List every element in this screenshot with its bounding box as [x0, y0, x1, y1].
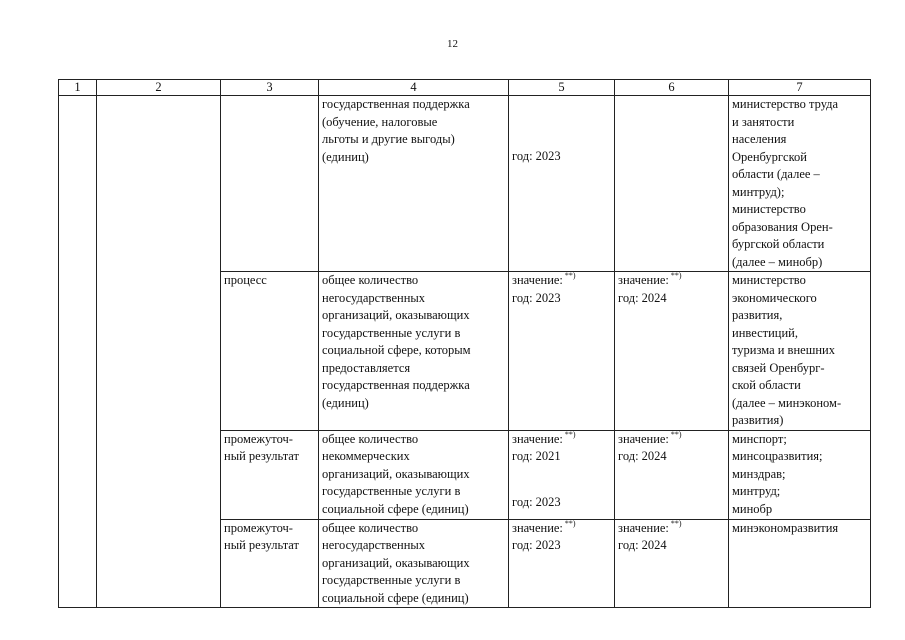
header-row	[59, 80, 871, 96]
value-label: значение:	[512, 431, 563, 446]
footnote-mark: **)	[670, 271, 682, 280]
cell-indicator: общее количество негосударственных организаций, оказывающих государственные услуги в социальной сфере, которым предоставляется государственная поддержка (единиц)	[319, 272, 509, 431]
footnote-mark: **)	[670, 519, 682, 528]
cell-name	[97, 96, 221, 608]
cell-base-value	[509, 430, 615, 519]
base-year: год: 2021	[512, 449, 561, 463]
cell-responsible: министерство экономического развития, инвестиций, туризма и внешних связей Оренбург- ской области (далее – минэконом- развития)	[729, 272, 871, 431]
column-header-3: 3	[221, 80, 319, 96]
base-year: год: 2023	[512, 149, 561, 163]
cell-type	[221, 96, 319, 272]
base-year: год: 2023	[512, 538, 561, 552]
base-year-second: год: 2023	[512, 494, 561, 509]
cell-base-value	[509, 272, 615, 431]
cell-target-value	[615, 519, 729, 608]
cell-base-value	[509, 519, 615, 608]
value-label: значение:	[618, 431, 669, 446]
cell-type: промежуточ- ный результат	[221, 519, 319, 608]
value-label: значение:	[618, 520, 669, 535]
cell-target-value	[615, 272, 729, 431]
target-year: год: 2024	[618, 538, 667, 552]
cell-responsible: минспорт; минсоцразвития; минздрав; минтруд; минобр	[729, 430, 871, 519]
footnote-mark: **)	[670, 430, 682, 439]
footnote-mark: **)	[564, 519, 576, 528]
column-header-7: 7	[729, 80, 871, 96]
cell-number	[59, 96, 97, 608]
cell-indicator: общее количество некоммерческих организаций, оказывающих государственные услуги в социальной сфере (единиц)	[319, 430, 509, 519]
footnote-mark: **)	[564, 430, 576, 439]
base-year: год: 2023	[512, 290, 561, 305]
cell-target-value	[615, 96, 729, 272]
cell-target-value	[615, 430, 729, 519]
column-header-5: 5	[509, 80, 615, 96]
page-number: 12	[447, 38, 458, 50]
value-label: значение:	[512, 520, 563, 535]
column-header-2: 2	[97, 80, 221, 96]
column-header-4: 4	[319, 80, 509, 96]
table-row	[59, 96, 871, 272]
value-label: значение:	[618, 273, 669, 287]
target-year: год: 2024	[618, 290, 667, 305]
cell-responsible: министерство труда и занятости населения Оренбургской области (далее – минтруд); министерство образования Орен- бургской области (далее – минобр)	[729, 96, 871, 272]
footnote-mark: **)	[564, 271, 576, 280]
column-header-1: 1	[59, 80, 97, 96]
indicator-table	[58, 79, 871, 608]
cell-indicator: государственная поддержка (обучение, налоговые льготы и другие выгоды) (единиц)	[319, 96, 509, 272]
cell-indicator: общее количество негосударственных организаций, оказывающих государственные услуги в социальной сфере (единиц)	[319, 519, 509, 608]
column-header-6: 6	[615, 80, 729, 96]
cell-responsible: минэкономразвития	[729, 519, 871, 608]
cell-type: процесс	[221, 272, 319, 431]
target-year: год: 2024	[618, 449, 667, 463]
cell-type: промежуточ- ный результат	[221, 430, 319, 519]
cell-base-value	[509, 96, 615, 272]
value-label: значение:	[512, 273, 563, 287]
